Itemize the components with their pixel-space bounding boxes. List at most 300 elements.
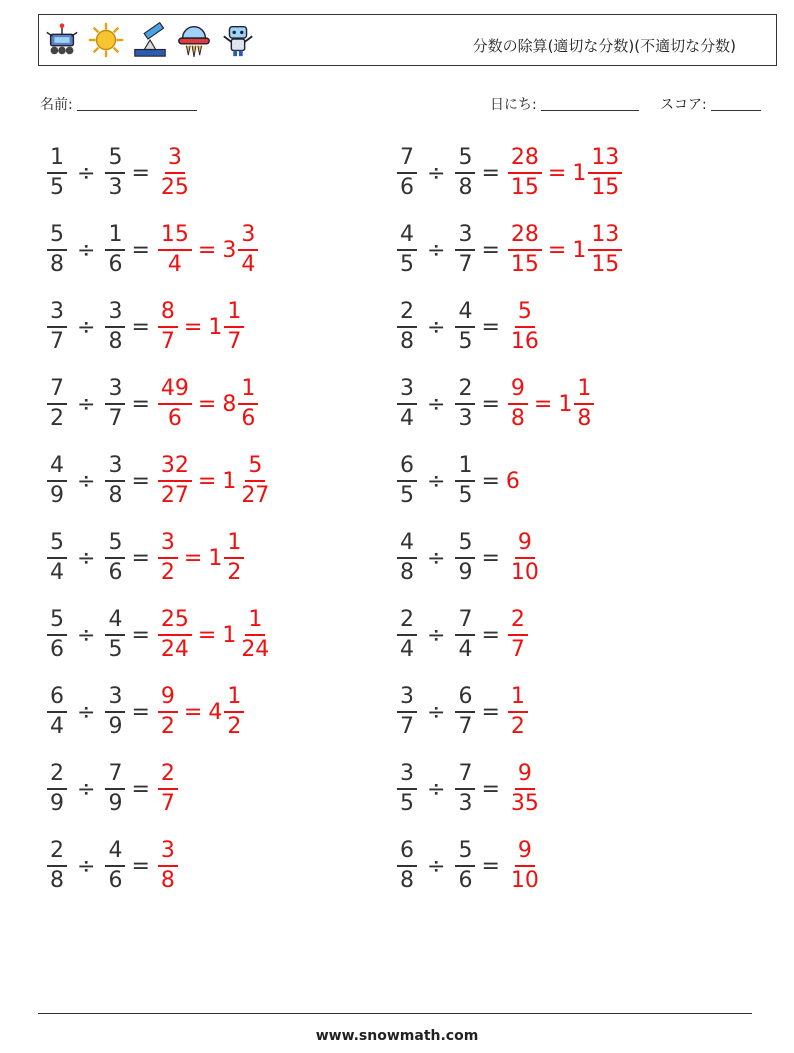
numerator: 4 xyxy=(455,301,475,328)
fraction xyxy=(397,532,417,584)
denominator: 9 xyxy=(108,714,123,739)
denominator: 8 xyxy=(400,868,414,893)
sun-icon xyxy=(87,21,125,59)
numerator: 4 xyxy=(397,224,417,251)
equals-sign: = xyxy=(481,545,500,571)
numerator: 1 xyxy=(224,686,244,713)
numerator: 2 xyxy=(47,840,67,867)
denominator: 4 xyxy=(400,406,414,431)
fraction xyxy=(105,840,125,892)
denominator: 8 xyxy=(400,329,414,354)
score-blank xyxy=(711,96,761,111)
numerator: 3 xyxy=(158,840,178,867)
equals-sign: = xyxy=(131,314,150,340)
numerator: 3 xyxy=(158,532,178,559)
divide-sign: ÷ xyxy=(427,853,446,879)
problem-item xyxy=(395,759,544,819)
answer-equals-sign: = xyxy=(197,468,217,494)
divide-sign: ÷ xyxy=(77,699,96,725)
answer xyxy=(506,469,520,494)
answer xyxy=(156,224,260,276)
denominator: 5 xyxy=(50,175,64,200)
equals-sign: = xyxy=(131,545,150,571)
denominator: 2 xyxy=(227,560,242,585)
mixed-fraction xyxy=(238,378,258,430)
problem-item xyxy=(45,143,194,203)
denominator: 3 xyxy=(108,175,123,200)
divide-sign: ÷ xyxy=(427,699,446,725)
fraction xyxy=(47,532,67,584)
divide-sign: ÷ xyxy=(77,545,96,571)
telescope-icon xyxy=(131,21,169,59)
denominator: 2 xyxy=(510,714,525,739)
fraction xyxy=(397,686,417,738)
answer xyxy=(156,686,246,738)
denominator: 5 xyxy=(400,791,414,816)
mixed-fraction xyxy=(588,147,622,199)
denominator: 15 xyxy=(510,175,539,200)
numerator: 1 xyxy=(224,301,244,328)
fraction xyxy=(47,763,67,815)
numerator: 7 xyxy=(397,147,417,174)
numerator: 9 xyxy=(515,840,535,867)
denominator: 24 xyxy=(241,637,270,662)
worksheet-title: 分数の除算(適切な分数)(不適切な分数) xyxy=(472,37,736,55)
divide-sign: ÷ xyxy=(427,468,446,494)
denominator: 27 xyxy=(160,483,189,508)
fraction xyxy=(158,378,192,430)
problem-item xyxy=(45,836,180,896)
problem-item xyxy=(395,220,624,280)
name-field xyxy=(40,94,197,114)
mixed-fraction xyxy=(224,686,244,738)
fraction xyxy=(47,224,67,276)
equals-sign: = xyxy=(131,468,150,494)
denominator: 7 xyxy=(50,329,64,354)
numerator: 15 xyxy=(158,224,192,251)
numerator: 5 xyxy=(515,301,535,328)
answer-equals-sign: = xyxy=(183,699,203,725)
denominator: 8 xyxy=(510,406,525,431)
problem-item xyxy=(395,143,624,203)
mixed-whole: 1 xyxy=(208,545,223,571)
divide-sign: ÷ xyxy=(427,545,446,571)
fraction xyxy=(158,224,192,276)
denominator: 9 xyxy=(50,483,64,508)
problem-item xyxy=(45,374,260,434)
fraction xyxy=(455,763,475,815)
answer xyxy=(506,147,624,199)
answer-equals-sign: = xyxy=(547,160,567,186)
date-field xyxy=(490,94,639,114)
denominator: 10 xyxy=(510,560,539,585)
problem-item xyxy=(395,451,520,511)
numerator: 3 xyxy=(165,147,185,174)
numerator: 28 xyxy=(508,224,542,251)
problem-item xyxy=(395,528,544,588)
fraction xyxy=(47,840,67,892)
divide-sign: ÷ xyxy=(77,776,96,802)
fraction xyxy=(105,301,125,353)
denominator: 9 xyxy=(50,791,64,816)
numerator: 2 xyxy=(397,609,417,636)
numerator: 5 xyxy=(455,532,475,559)
divide-sign: ÷ xyxy=(427,622,446,648)
denominator: 25 xyxy=(160,175,189,200)
fraction xyxy=(105,224,125,276)
denominator: 6 xyxy=(241,406,256,431)
footer-divider xyxy=(38,1013,752,1014)
divide-sign: ÷ xyxy=(427,391,446,417)
fraction xyxy=(455,840,475,892)
equals-sign: = xyxy=(131,160,150,186)
numerator: 3 xyxy=(455,224,475,251)
numerator: 7 xyxy=(455,763,475,790)
mixed-whole: 1 xyxy=(572,237,587,263)
date-label: 日にち: xyxy=(490,97,537,113)
mixed-fraction xyxy=(224,532,244,584)
denominator: 6 xyxy=(50,637,64,662)
fraction xyxy=(158,147,192,199)
denominator: 5 xyxy=(458,483,473,508)
denominator: 8 xyxy=(108,329,123,354)
fraction xyxy=(397,763,417,815)
mixed-whole: 1 xyxy=(222,622,237,648)
numerator: 1 xyxy=(105,224,125,251)
numerator: 1 xyxy=(574,378,594,405)
mixed-whole: 1 xyxy=(572,160,587,186)
numerator: 2 xyxy=(397,301,417,328)
divide-sign: ÷ xyxy=(77,237,96,263)
numerator: 3 xyxy=(105,378,125,405)
fraction xyxy=(158,840,178,892)
problem-item xyxy=(45,605,274,665)
denominator: 35 xyxy=(510,791,539,816)
numerator: 7 xyxy=(47,378,67,405)
numerator: 5 xyxy=(105,147,125,174)
denominator: 8 xyxy=(50,252,64,277)
fraction xyxy=(455,147,475,199)
numerator: 7 xyxy=(455,609,475,636)
answer xyxy=(506,378,596,430)
fraction xyxy=(508,763,542,815)
mixed-fraction xyxy=(574,378,594,430)
answer xyxy=(506,224,624,276)
divide-sign: ÷ xyxy=(77,853,96,879)
problem-item xyxy=(45,528,246,588)
mixed-whole: 1 xyxy=(208,314,223,340)
denominator: 15 xyxy=(510,252,539,277)
problem-item xyxy=(45,759,180,819)
numerator: 9 xyxy=(158,686,178,713)
denominator: 8 xyxy=(458,175,473,200)
equals-sign: = xyxy=(131,237,150,263)
mixed-whole: 8 xyxy=(222,391,237,417)
mixed-fraction xyxy=(238,609,272,661)
fraction xyxy=(105,609,125,661)
numerator: 1 xyxy=(245,609,265,636)
denominator: 8 xyxy=(50,868,64,893)
mixed-fraction xyxy=(224,301,244,353)
ufo-icon xyxy=(175,21,213,59)
equals-sign: = xyxy=(131,391,150,417)
rover-robot-icon xyxy=(43,21,81,59)
numerator: 1 xyxy=(508,686,528,713)
denominator: 9 xyxy=(108,791,123,816)
fraction xyxy=(508,840,542,892)
numerator: 9 xyxy=(515,763,535,790)
numerator: 3 xyxy=(397,378,417,405)
fraction xyxy=(105,686,125,738)
fraction xyxy=(105,532,125,584)
fraction xyxy=(105,455,125,507)
mixed-whole: 4 xyxy=(208,699,223,725)
score-label: スコア: xyxy=(660,97,707,113)
fraction xyxy=(397,455,417,507)
answer xyxy=(156,301,246,353)
fraction xyxy=(158,455,192,507)
fraction xyxy=(397,840,417,892)
divide-sign: ÷ xyxy=(427,160,446,186)
mixed-fraction xyxy=(238,224,258,276)
divide-sign: ÷ xyxy=(77,160,96,186)
problem-item xyxy=(45,220,260,280)
numerator: 3 xyxy=(105,455,125,482)
denominator: 7 xyxy=(160,329,175,354)
numerator: 32 xyxy=(158,455,192,482)
denominator: 16 xyxy=(510,329,539,354)
problem-item xyxy=(395,682,530,742)
numerator: 5 xyxy=(47,224,67,251)
fraction xyxy=(158,686,178,738)
denominator: 5 xyxy=(108,637,123,662)
fraction xyxy=(158,763,178,815)
fraction xyxy=(47,147,67,199)
numerator: 6 xyxy=(397,840,417,867)
equals-sign: = xyxy=(131,622,150,648)
denominator: 27 xyxy=(241,483,270,508)
denominator: 5 xyxy=(458,329,473,354)
numerator: 1 xyxy=(455,455,475,482)
name-label: 名前: xyxy=(40,97,73,113)
mixed-whole: 3 xyxy=(222,237,237,263)
denominator: 24 xyxy=(160,637,189,662)
answer xyxy=(506,532,544,584)
denominator: 2 xyxy=(160,714,175,739)
problem-item xyxy=(395,605,530,665)
equals-sign: = xyxy=(131,776,150,802)
fraction xyxy=(47,301,67,353)
denominator: 4 xyxy=(241,252,256,277)
answer xyxy=(156,532,246,584)
mixed-fraction xyxy=(238,455,272,507)
denominator: 6 xyxy=(108,252,123,277)
numerator: 3 xyxy=(397,686,417,713)
fraction xyxy=(47,455,67,507)
numerator: 13 xyxy=(588,147,622,174)
score-field xyxy=(660,94,761,114)
numerator: 2 xyxy=(47,763,67,790)
denominator: 8 xyxy=(108,483,123,508)
equals-sign: = xyxy=(481,468,500,494)
fraction xyxy=(508,378,528,430)
problem-item xyxy=(45,682,246,742)
answer-equals-sign: = xyxy=(197,391,217,417)
fraction xyxy=(455,686,475,738)
answer xyxy=(506,301,544,353)
fraction xyxy=(105,378,125,430)
denominator: 8 xyxy=(400,560,414,585)
divide-sign: ÷ xyxy=(77,622,96,648)
fraction xyxy=(455,378,475,430)
denominator: 5 xyxy=(400,483,414,508)
fraction xyxy=(508,532,542,584)
fraction xyxy=(455,609,475,661)
fraction xyxy=(105,763,125,815)
fraction xyxy=(508,686,528,738)
divide-sign: ÷ xyxy=(77,391,96,417)
fraction xyxy=(455,301,475,353)
fraction xyxy=(397,301,417,353)
answer-equals-sign: = xyxy=(197,237,217,263)
denominator: 15 xyxy=(591,175,620,200)
fraction xyxy=(47,686,67,738)
denominator: 7 xyxy=(108,406,123,431)
equals-sign: = xyxy=(131,699,150,725)
equals-sign: = xyxy=(481,160,500,186)
worksheet-header xyxy=(38,14,777,66)
equals-sign: = xyxy=(481,776,500,802)
divide-sign: ÷ xyxy=(77,468,96,494)
denominator: 8 xyxy=(160,868,175,893)
fraction xyxy=(105,147,125,199)
equals-sign: = xyxy=(481,391,500,417)
numerator: 9 xyxy=(508,378,528,405)
footer-website: www.snowmath.com xyxy=(315,1028,479,1044)
equals-sign: = xyxy=(481,699,500,725)
fraction xyxy=(455,532,475,584)
numerator: 4 xyxy=(105,609,125,636)
fraction xyxy=(508,224,542,276)
answer xyxy=(156,455,274,507)
numerator: 6 xyxy=(455,686,475,713)
denominator: 6 xyxy=(458,868,473,893)
denominator: 2 xyxy=(50,406,64,431)
numerator: 25 xyxy=(158,609,192,636)
denominator: 3 xyxy=(458,406,473,431)
equals-sign: = xyxy=(481,314,500,340)
answer-equals-sign: = xyxy=(197,622,217,648)
denominator: 7 xyxy=(160,791,175,816)
fraction xyxy=(508,301,542,353)
problem-item xyxy=(45,451,274,511)
numerator: 5 xyxy=(47,532,67,559)
date-blank xyxy=(541,96,639,111)
name-blank xyxy=(77,96,197,111)
divide-sign: ÷ xyxy=(427,776,446,802)
numerator: 2 xyxy=(508,609,528,636)
equals-sign: = xyxy=(481,237,500,263)
numerator: 4 xyxy=(105,840,125,867)
denominator: 4 xyxy=(458,637,473,662)
fraction xyxy=(508,609,528,661)
numerator: 3 xyxy=(105,301,125,328)
answer-equals-sign: = xyxy=(183,545,203,571)
mixed-whole: 1 xyxy=(558,391,573,417)
numerator: 5 xyxy=(455,840,475,867)
denominator: 7 xyxy=(458,252,473,277)
denominator: 6 xyxy=(400,175,414,200)
answer xyxy=(156,609,274,661)
denominator: 4 xyxy=(50,560,64,585)
divide-sign: ÷ xyxy=(77,314,96,340)
numerator: 3 xyxy=(47,301,67,328)
numerator: 4 xyxy=(397,532,417,559)
divide-sign: ÷ xyxy=(427,314,446,340)
denominator: 8 xyxy=(577,406,592,431)
answer-equals-sign: = xyxy=(183,314,203,340)
answer xyxy=(156,147,194,199)
fraction xyxy=(158,532,178,584)
answer-equals-sign: = xyxy=(547,237,567,263)
denominator: 5 xyxy=(400,252,414,277)
denominator: 7 xyxy=(227,329,242,354)
answer xyxy=(506,763,544,815)
denominator: 3 xyxy=(458,791,473,816)
problem-item xyxy=(395,836,544,896)
fraction xyxy=(47,609,67,661)
numerator: 2 xyxy=(158,763,178,790)
mixed-whole: 1 xyxy=(222,468,237,494)
problem-item xyxy=(395,297,544,357)
fraction xyxy=(397,147,417,199)
numerator: 3 xyxy=(105,686,125,713)
answer xyxy=(506,686,530,738)
denominator: 10 xyxy=(510,868,539,893)
denominator: 6 xyxy=(108,560,123,585)
fraction xyxy=(47,378,67,430)
fraction xyxy=(158,301,178,353)
answer-whole: 6 xyxy=(505,468,520,494)
numerator: 3 xyxy=(397,763,417,790)
robot-icon xyxy=(219,21,257,59)
numerator: 2 xyxy=(455,378,475,405)
equals-sign: = xyxy=(481,853,500,879)
header-icons xyxy=(43,21,257,59)
fraction xyxy=(158,609,192,661)
problem-item xyxy=(395,374,596,434)
answer-equals-sign: = xyxy=(533,391,553,417)
answer xyxy=(506,840,544,892)
numerator: 9 xyxy=(515,532,535,559)
fraction xyxy=(397,224,417,276)
denominator: 6 xyxy=(108,868,123,893)
numerator: 6 xyxy=(47,686,67,713)
numerator: 7 xyxy=(105,763,125,790)
divide-sign: ÷ xyxy=(427,237,446,263)
denominator: 9 xyxy=(458,560,473,585)
numerator: 1 xyxy=(224,532,244,559)
numerator: 13 xyxy=(588,224,622,251)
denominator: 4 xyxy=(400,637,414,662)
denominator: 4 xyxy=(50,714,64,739)
numerator: 5 xyxy=(455,147,475,174)
answer xyxy=(156,840,180,892)
denominator: 4 xyxy=(167,252,182,277)
mixed-fraction xyxy=(588,224,622,276)
answer xyxy=(156,763,180,815)
denominator: 6 xyxy=(167,406,182,431)
